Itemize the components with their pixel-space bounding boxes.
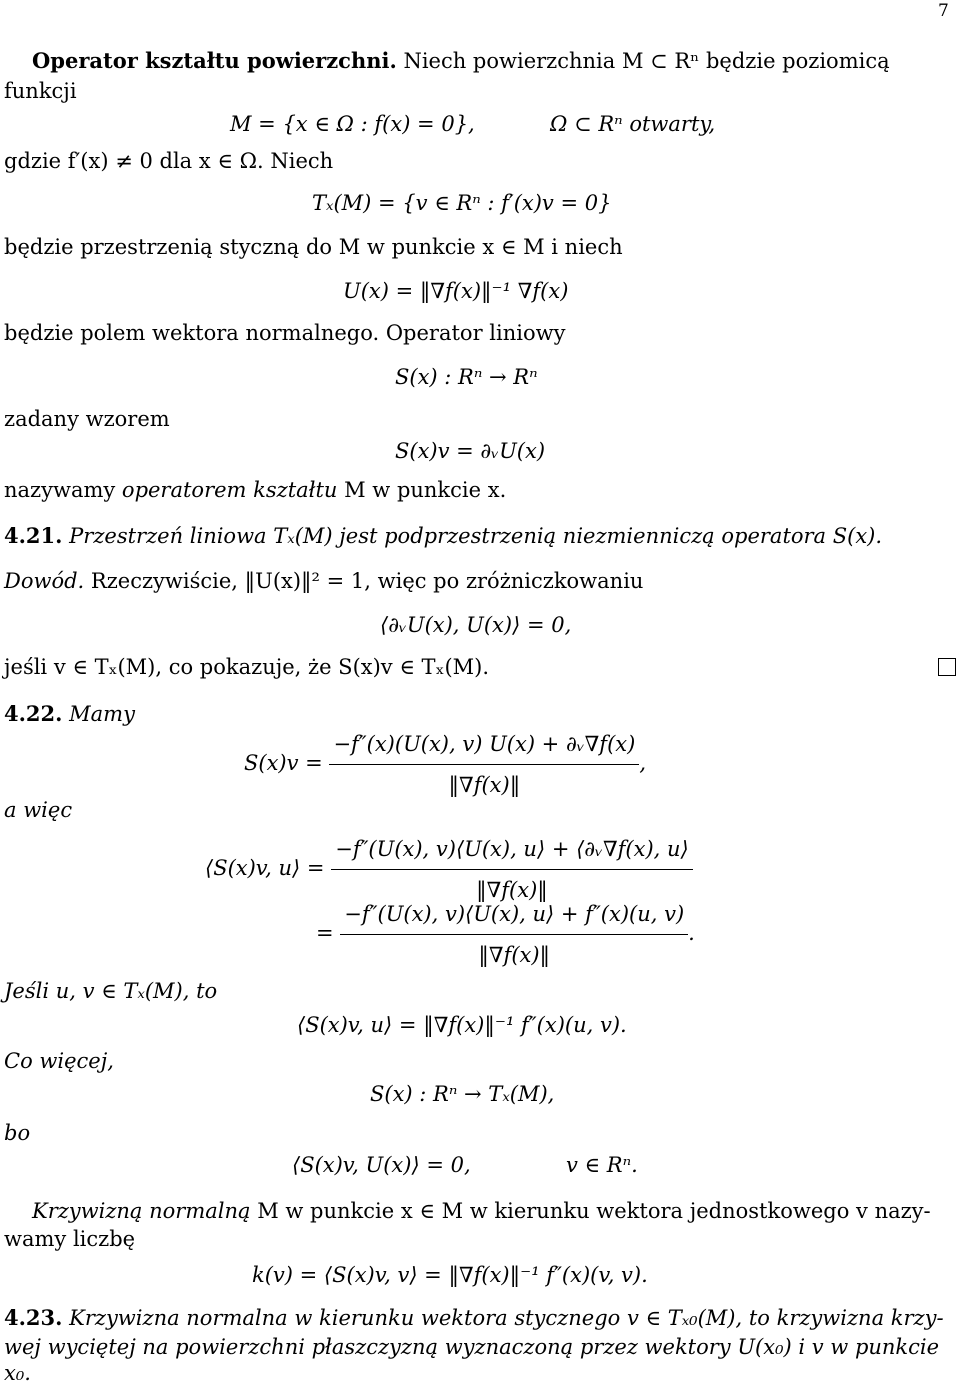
curvature-rest: M w punkcie x ∈ M w kierunku wektora jednostkowego v nazy- xyxy=(250,1199,931,1223)
equation-Svu-lhs: ⟨S(x)v, u⟩ = xyxy=(205,856,325,880)
definition-called xyxy=(4,477,506,503)
equation-tangent-space: Tₓ(M) = {v ∈ Rⁿ : f′(x)v = 0} xyxy=(312,191,612,215)
theorem-number: 4.22. xyxy=(4,701,63,726)
page-number: 7 xyxy=(938,1,949,21)
equation-S-map: S(x) : Rⁿ → Rⁿ xyxy=(395,365,538,389)
equation-Svu-2-tail: . xyxy=(688,921,695,945)
equation-inner-product: ⟨∂ᵥU(x), U(x)⟩ = 0, xyxy=(380,613,572,637)
theorem-statement: Przestrzeń liniowa Tₓ(M) jest podprzestrzenią niezmienniczą operatora S(x). xyxy=(69,524,883,548)
word-hence: a więc xyxy=(4,798,73,822)
equation-S-def: S(x)v = ∂ᵥU(x) xyxy=(395,439,546,463)
definition-title: Operator kształtu powierzchni. xyxy=(32,48,397,73)
definition-intro: Niech powierzchnia M ⊂ Rⁿ będzie poziomicą xyxy=(403,49,890,73)
fraction-denominator: ‖∇f(x)‖ xyxy=(448,773,521,797)
equation-Svu-fraction xyxy=(331,833,692,906)
equation-SvU: ⟨S(x)v, U(x)⟩ = 0, xyxy=(292,1153,471,1177)
definition-line-2: funkcji xyxy=(4,79,77,103)
equation-Svu-2-lhs: = xyxy=(316,921,334,945)
word-we-have: Mamy xyxy=(69,702,135,726)
proof-line xyxy=(4,568,643,594)
fraction-denominator: ‖∇f(x)‖ xyxy=(478,943,551,967)
equation-S-into-T: S(x) : Rⁿ → Tₓ(M), xyxy=(370,1082,555,1106)
if-clause: Jeśli u, v ∈ Tₓ(M), to xyxy=(4,979,218,1003)
curvature-term: Krzywizną normalną xyxy=(32,1199,251,1223)
theorem-4-23-line-1 xyxy=(4,1305,944,1331)
equation-M: M = {x ∈ Ω : f(x) = 0}, xyxy=(230,112,475,136)
word-moreover: Co więcej, xyxy=(4,1049,114,1073)
theorem-4-22-label xyxy=(4,701,135,727)
qed-symbol xyxy=(938,658,956,676)
called-term: operatorem kształtu xyxy=(121,478,338,502)
theorem-number: 4.21. xyxy=(4,523,63,548)
equation-Sv xyxy=(244,728,646,801)
equation-Sv-lhs: S(x)v = xyxy=(244,751,323,775)
equation-SvU-tail: v ∈ Rⁿ. xyxy=(566,1153,638,1177)
theorem-number: 4.23. xyxy=(4,1305,63,1330)
proof-label: Dowód. xyxy=(4,569,85,593)
fraction-numerator: −f″(U(x), v)⟨U(x), u⟩ + f″(x)(u, v) xyxy=(340,898,688,935)
tangent-space-text: będzie przestrzenią styczną do M w punkcie x ∈ M i niech xyxy=(4,235,623,259)
theorem-4-21 xyxy=(4,523,882,549)
equation-U: U(x) = ‖∇f(x)‖⁻¹ ∇f(x) xyxy=(343,279,569,303)
equation-Svu xyxy=(205,833,693,906)
equation-Sv-fraction xyxy=(329,728,639,801)
fraction-numerator: −f″(x)(U(x), v) U(x) + ∂ᵥ∇f(x) xyxy=(329,728,639,765)
equation-Sv-tail: , xyxy=(639,751,646,775)
theorem-4-23-line-2: wej wyciętej na powierzchni płaszczyzną wyznaczoną przez wektory U(x₀) i v w punkcie xyxy=(4,1335,940,1359)
curvature-definition-line-1 xyxy=(32,1198,931,1224)
curvature-definition-line-2: wamy liczbę xyxy=(4,1227,136,1251)
word-because: bo xyxy=(4,1121,31,1145)
condition-line: gdzie f′(x) ≠ 0 dla x ∈ Ω. Niech xyxy=(4,149,334,173)
fraction-numerator: −f″(U(x), v)⟨U(x), u⟩ + ⟨∂ᵥ∇f(x), u⟩ xyxy=(331,833,692,870)
called-suffix: M w punkcie x. xyxy=(337,478,507,502)
proof-text: Rzeczywiście, ‖U(x)‖² = 1, więc po zróżniczkowaniu xyxy=(90,569,644,593)
called-prefix: nazywamy xyxy=(4,478,122,502)
definition-line-1 xyxy=(32,48,890,74)
equation-normal-curvature: k(v) = ⟨S(x)v, v⟩ = ‖∇f(x)‖⁻¹ f″(x)(v, v). xyxy=(252,1263,648,1287)
fraction-denominator: ‖∇f(x)‖ xyxy=(476,878,548,902)
theorem-4-23-line-3: x₀. xyxy=(4,1361,31,1385)
equation-Svu-2 xyxy=(316,898,695,971)
equation-second-form: ⟨S(x)v, u⟩ = ‖∇f(x)‖⁻¹ f″(x)(u, v). xyxy=(297,1013,627,1037)
equation-M-omega: Ω ⊂ Rⁿ otwarty, xyxy=(550,112,716,136)
theorem-text: Krzywizna normalna w kierunku wektora stycznego v ∈ Tₓ₀(M), to krzywizna krzy- xyxy=(69,1306,944,1330)
given-by-text: zadany wzorem xyxy=(4,407,170,431)
equation-Svu-2-fraction xyxy=(340,898,688,971)
normal-field-text: będzie polem wektora normalnego. Operator liniowy xyxy=(4,321,566,345)
proof-conclusion: jeśli v ∈ Tₓ(M), co pokazuje, że S(x)v ∈ Tₓ(M). xyxy=(4,655,490,679)
